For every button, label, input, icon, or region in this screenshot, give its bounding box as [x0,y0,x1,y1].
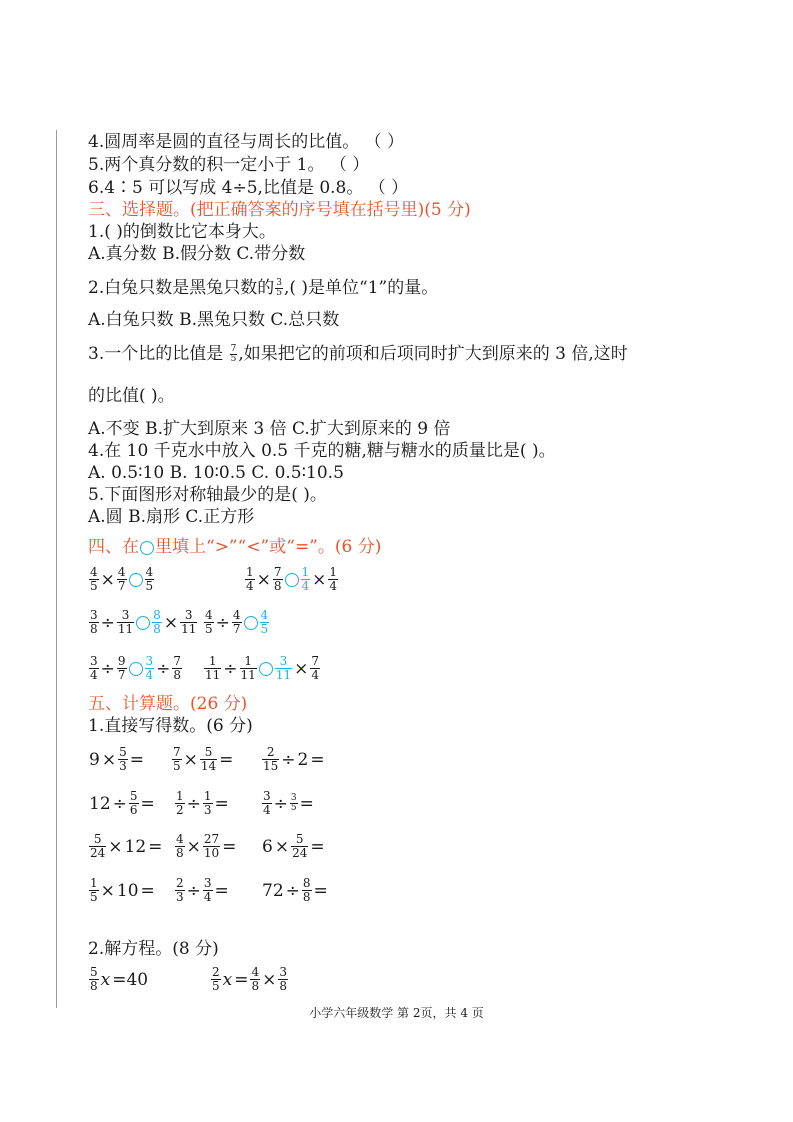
calc-item: 6 × $\frac{5}{24}$ = [262,832,325,860]
compare-blank[interactable] [129,573,143,587]
compare-blank[interactable] [129,662,143,676]
compare-blank[interactable] [244,616,258,630]
compare-r2b: $\frac{4}{5}$ ÷ $\frac{4}{7}$ $\frac{4}{5}$ [205,608,269,636]
choice-q5-options: A.圆 B.扇形 C.正方形 [88,507,255,527]
page-footer: 小学六年级数学 第 2页，共 4 页 [309,1006,484,1020]
compare-r2a: $\frac{3}{8}$ ÷ $\frac{3}{11}$ $\frac{8}{8}$ × $\frac{3}{11}$ [90,608,197,636]
calc-item: $\frac{2}{3}$ ÷ $\frac{3}{4}$ = [176,876,229,904]
compare-blank[interactable] [285,573,299,587]
calc-item: $\frac{3}{4}$ ÷ $\frac{3}{5}$ = [263,789,314,817]
choice-q1: 1.( )的倒数比它本身大。 [88,222,276,242]
fraction: $\frac{3}{5}$ [276,278,282,298]
compare-blank[interactable] [259,662,273,676]
judge-q5: 5.两个真分数的积一定小于 1。 （ ） [88,155,370,175]
fraction: $\frac{7}{5}$ [230,344,237,364]
choice-q4: 4.在 10 千克水中放入 0.5 千克的糖,糖与糖水的质量比是( )。 [88,441,556,461]
calc-item: $\frac{7}{5}$ × $\frac{5}{14}$ = [173,745,234,773]
calc-item: $\frac{2}{15}$ ÷ 2 = [263,745,325,773]
choice-q4-options: A. 0.5∶10 B. 10∶0.5 C. 0.5∶10.5 [88,463,344,483]
calc-item: $\frac{4}{8}$ × $\frac{27}{10}$ = [176,832,237,860]
circle-blank-icon [140,541,154,555]
calc-item: 9 × $\frac{5}{3}$ = [89,745,144,773]
compare-r3a: $\frac{3}{4}$ ÷ $\frac{9}{7}$ $\frac{3}{4}$ ÷ $\frac{7}{8}$ [90,654,182,682]
calc-sub1: 1.直接写得数。(6 分) [88,716,253,736]
choice-q2: 2.白兔只数是黑兔只数的 $\frac{3}{5}$ ,( )是单位“1”的量。 [88,278,439,298]
choice-q1-options: A.真分数 B.假分数 C.带分数 [88,244,306,264]
equation-1: $\frac{5}{8}$ x =40 [90,965,149,993]
calc-item: $\frac{5}{24}$ × 12 = [90,832,163,860]
calc-sub2: 2.解方程。(8 分) [88,939,219,959]
choice-q2-options: A.白兔只数 B.黑兔只数 C.总只数 [88,310,340,330]
judge-q6: 6.4∶5 可以写成 4÷5,比值是 0.8。 （ ） [88,178,409,198]
choice-q3-line2: 的比值( )。 [88,386,175,406]
compare-blank[interactable] [136,616,150,630]
choice-q5: 5.下面图形对称轴最少的是( )。 [88,485,327,505]
calc-item: 72 ÷ $\frac{8}{8}$ = [262,876,328,904]
calc-item: $\frac{1}{2}$ ÷ $\frac{1}{3}$ = [176,789,229,817]
section-choice-title: 三、选择题。(把正确答案的序号填在括号里)(5 分) [88,200,471,220]
compare-r3b: $\frac{1}{11}$ ÷ $\frac{1}{11}$ $\frac{3}{11}$ × $\frac{7}{4}$ [205,654,319,682]
margin-line [56,130,57,1008]
judge-q4: 4.圆周率是圆的直径与周长的比值。 （ ） [88,132,405,152]
compare-r1a: $\frac{4}{5}$ × $\frac{4}{7}$ $\frac{4}{5}$ [90,565,154,593]
choice-q3: 3.一个比的比值是 $\frac{7}{5}$ ,如果把它的前项和后项同时扩大到原来的 3 倍,这时 [88,344,628,364]
compare-r1b: $\frac{1}{4}$ × $\frac{7}{8}$ $\frac{1}{4}$ × $\frac{1}{4}$ [246,565,338,593]
equation-2: $\frac{2}{5}$ x = $\frac{4}{8}$ × $\frac{3}{8}$ [212,965,288,993]
choice-q3-options: A.不变 B.扩大到原来 3 倍 C.扩大到原来的 9 倍 [88,419,451,439]
calc-item: $\frac{1}{5}$ × 10 = [90,876,155,904]
calc-item: 12 ÷ $\frac{5}{6}$ = [89,789,155,817]
section-compare-title: 四、在 里填上“>”“<”或“=”。(6 分) [88,537,382,557]
section-calc-title: 五、计算题。(26 分) [88,694,248,714]
